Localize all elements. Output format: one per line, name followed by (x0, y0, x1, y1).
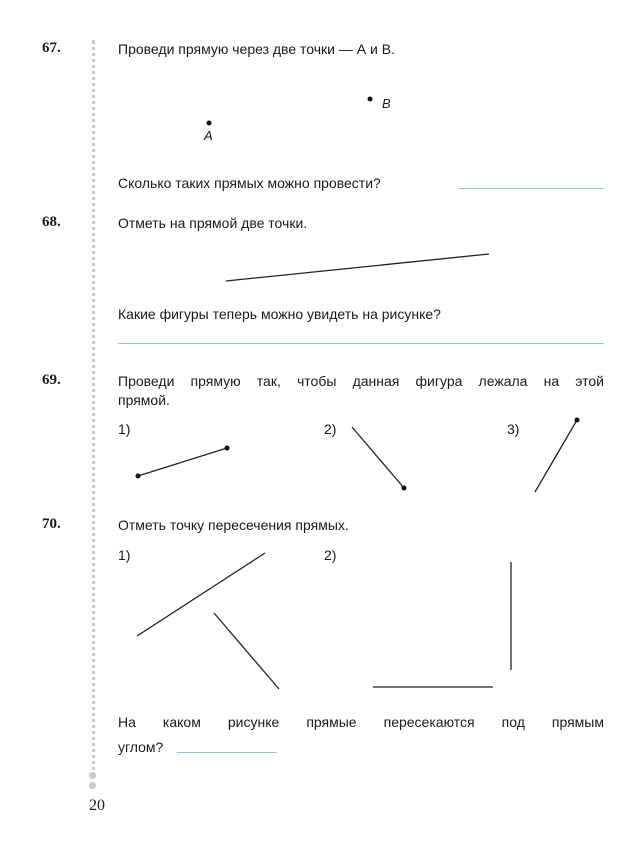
segment-1-endpoint-b[interactable] (225, 446, 230, 451)
page-number: 20 (89, 797, 105, 814)
point-b[interactable] (368, 97, 373, 102)
exercise-69-label-2: 2) (324, 421, 337, 437)
exercise-70-question-line1: На каком рисунке прямые пересекаются под прямым (118, 714, 604, 730)
exercise-68-instruction: Отметь на прямой две точки. (118, 215, 308, 231)
exercise-69-ray-3 (535, 420, 577, 492)
exercise-70-label-2: 2) (324, 547, 337, 563)
exercise-68-number: 68. (42, 214, 61, 230)
exercise-69-segment-1 (138, 448, 227, 476)
ray-3-endpoint[interactable] (575, 418, 580, 423)
exercise-70-number: 70. (42, 516, 61, 532)
exercise-68-line[interactable] (226, 254, 489, 281)
point-a-label: A (204, 128, 213, 143)
exercise-67-question: Сколько таких прямых можно провести? (118, 175, 381, 191)
exercise-69-instruction-line1: Проведи прямую так, чтобы данная фигура лежала на этой (118, 373, 604, 389)
exercise-69-label-1: 1) (118, 421, 131, 437)
exercise-70-label-1: 1) (118, 547, 131, 563)
exercise-69-instruction-line2: прямой. (118, 392, 170, 408)
exercise-70-line-1a[interactable] (137, 553, 265, 636)
segment-1-endpoint-a[interactable] (136, 474, 141, 479)
point-a[interactable] (207, 121, 212, 126)
exercise-68-question: Какие фигуры теперь можно увидеть на рисунке? (118, 306, 441, 322)
exercise-69-number: 69. (42, 372, 61, 388)
ray-2-endpoint[interactable] (402, 486, 407, 491)
exercise-67-instruction: Проведи прямую через две точки — А и В. (118, 41, 395, 57)
exercise-70-instruction: Отметь точку пересечения прямых. (118, 517, 349, 533)
exercise-70-question-line2: углом? (118, 739, 164, 755)
point-b-label: B (382, 96, 391, 111)
exercise-67-number: 67. (42, 40, 61, 56)
exercise-69-label-3: 3) (507, 421, 520, 437)
exercise-70-line-1b[interactable] (214, 613, 279, 689)
exercise-69-ray-2 (352, 427, 404, 488)
